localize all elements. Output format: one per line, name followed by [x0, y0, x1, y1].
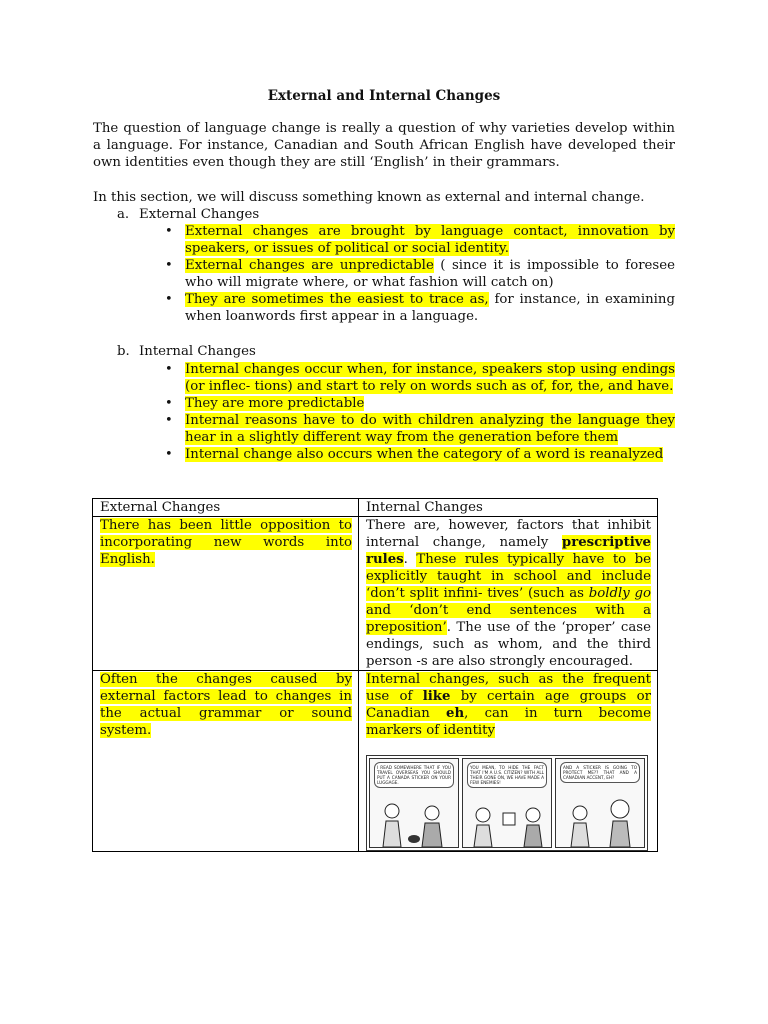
table-cell: Often the changes caused by external factors lead to changes in the actual grammar or sound system. [93, 671, 359, 852]
internal-bullets [162, 361, 675, 463]
comic-panel [369, 758, 459, 848]
list-item: • They are sometimes the easiest to trace as, for instance, in examining when loanwords first appear in a language. [165, 292, 676, 324]
comic-strip [366, 755, 648, 851]
comparison-table [92, 498, 658, 852]
table-row [93, 671, 658, 852]
speech-bubble: I READ SOMEWHERE THAT IF YOU TRAVEL OVERSEAS YOU SHOULD PUT A CANADA STICKER ON YOUR LUGGAGE. [374, 762, 454, 788]
internal-letter: b. [117, 344, 130, 359]
list-item: • External changes are brought by language contact, innovation by speakers, or issues of political or social identity. [165, 224, 675, 256]
internal-heading [117, 343, 256, 360]
external-bullets [162, 223, 675, 325]
table-row [93, 517, 658, 671]
header-external: External Changes [93, 499, 359, 517]
table-cell: There are, however, factors that inhibit internal change, namely prescriptive rules. These rules typically have to be explicitly taught in school and include ‘don’t split infini- tives’ (such as boldly go and ‘don’t end sentences with a preposition’. The use of the ‘proper’ case endings, such as whom, and the third person -s are also strongly encouraged. [359, 517, 658, 671]
bullet-icon: • [165, 396, 173, 411]
bullet-icon: • [165, 447, 173, 462]
list-item: • Internal change also occurs when the category of a word is reanalyzed [165, 447, 664, 462]
list-item: • Internal reasons have to do with children analyzing the language they hear in a slightly different way from the generation before them [165, 413, 675, 445]
table-cell: There has been little opposition to incorporating new words into English. [93, 517, 359, 671]
list-item: • They are more predictable [165, 396, 365, 411]
external-heading [117, 206, 259, 223]
speech-bubble: YOU MEAN, TO HIDE THE FACT THAT I'M A U.S. CITIZEN? WITH ALL THEIR GONE ON, WE HAVE MADE A FEW ENEMIES! [467, 762, 547, 788]
bullet-icon: • [165, 224, 173, 239]
page-title: External and Internal Changes [267, 88, 501, 104]
comic-panel [555, 758, 645, 848]
comic-figures-icon [556, 791, 645, 847]
external-letter: a. [117, 207, 130, 222]
bullet-icon: • [165, 258, 173, 273]
external-heading-text: External Changes [139, 207, 260, 222]
table-cell: Internal changes, such as the frequent use of like by certain age groups or Canadian eh, can in turn become markers of identity I READ SOMEWHERE THAT IF YOU TRAVEL OVERSEAS YOU SHOULD PUT A CANADA STICKER ON YOUR LUGGAGE. YOU MEAN, TO HIDE THE FACT THAT I'M A U.S. CITIZEN? WITH ALL THEIR GONE ON, WE HAVE MADE A FEW ENEMIES! AND A STICKER IS GOING TO PROTECT ME?? THAT AND A CANADIAN ACCENT, EH? [359, 671, 658, 852]
comic-figures-icon [463, 795, 552, 847]
comic-figures-icon [370, 791, 459, 847]
bullet-icon: • [165, 413, 173, 428]
list-item: • Internal changes occur when, for instance, speakers stop using endings (or inflec- tions) and start to rely on words such as of, for, the, and have. [165, 362, 675, 394]
speech-bubble: AND A STICKER IS GOING TO PROTECT ME?? THAT AND A CANADIAN ACCENT, EH? [560, 762, 640, 783]
comic-panel [462, 758, 552, 848]
list-item: • External changes are unpredictable ( since it is impossible to foresee who will migrate where, or what fashion will catch on) [165, 258, 675, 290]
intro-paragraph: The question of language change is really a question of why varieties develop within a language. For instance, Canadian and South African English have developed their own identities even though they are still ‘English’ in their grammars. [93, 121, 675, 170]
table-header-row [93, 499, 658, 517]
bullet-icon: • [165, 362, 173, 377]
internal-heading-text: Internal Changes [139, 344, 256, 359]
header-internal: Internal Changes [359, 499, 658, 517]
section-intro: In this section, we will discuss something known as external and internal change. [93, 190, 645, 205]
bullet-icon: • [165, 292, 173, 307]
